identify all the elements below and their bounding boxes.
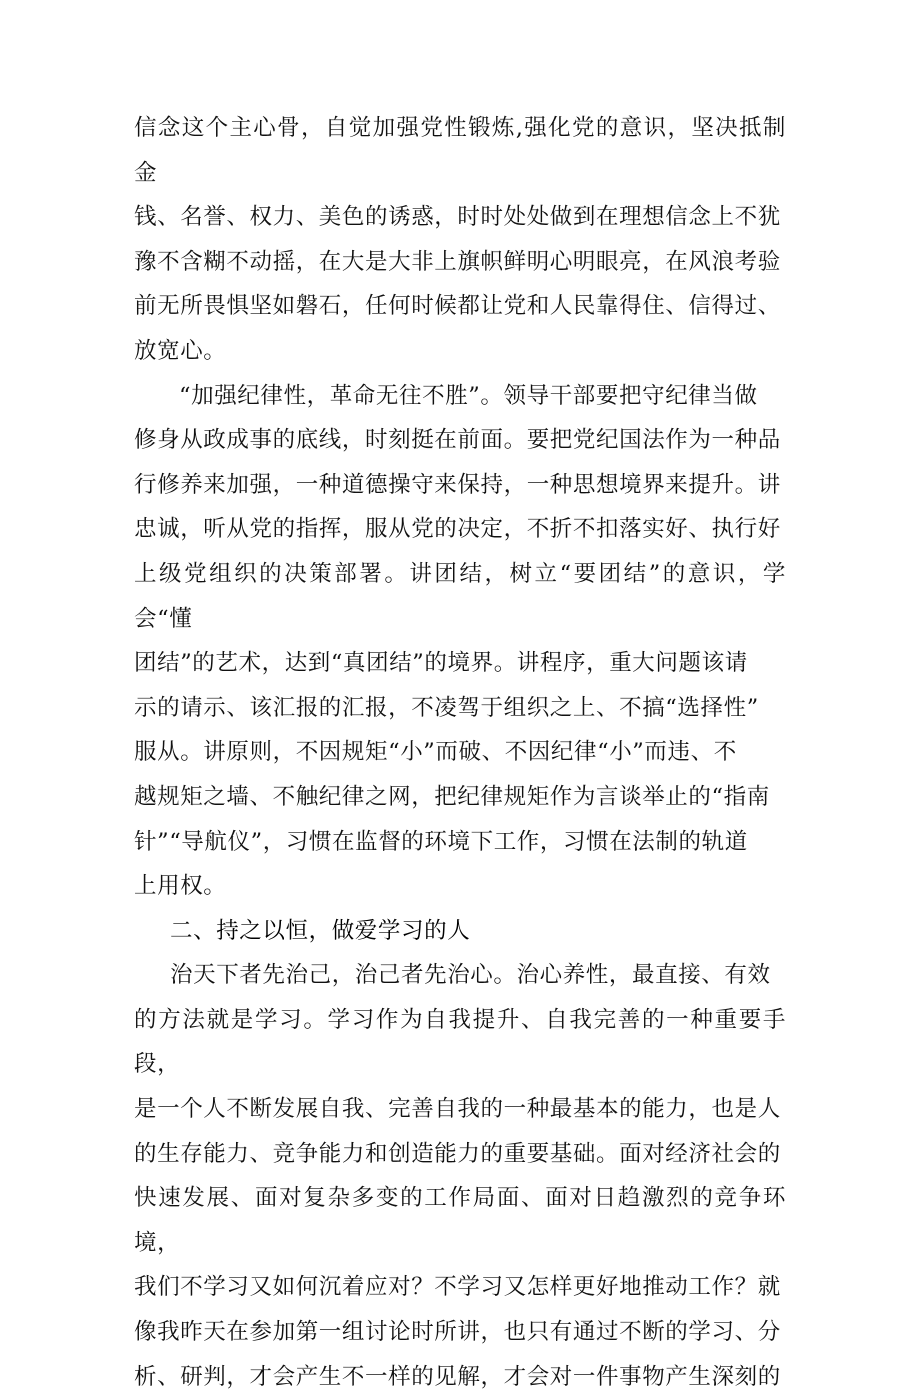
- text-line: 析、研判，才会产生不一样的见解，才会对一件事物产生深刻的: [134, 1363, 781, 1390]
- paragraph-continuation: [134, 106, 786, 374]
- text-line: 前无所畏惧坚如磐石，任何时候都让党和人民靠得住、信得过、: [134, 293, 781, 320]
- section-heading: [134, 909, 786, 954]
- text-line: 豫不含糊不动摇，在大是大非上旗帜鲜明心明眼亮，在风浪考验: [134, 248, 781, 275]
- text-line: 治天下者先治己，治己者先治心。治心养性，最直接、有效: [170, 962, 771, 989]
- text-line: 的方法就是学习。学习作为自我提升、自我完善的一种重要手段，: [134, 1006, 786, 1078]
- paragraph-discipline: [134, 374, 786, 909]
- text-line: 上级党组织的决策部署。讲团结，树立“要团结”的意识，学会“懂: [134, 560, 786, 632]
- text-line: 我们不学习又如何沉着应对？不学习又怎样更好地推动工作？就: [134, 1274, 781, 1301]
- text-line: 针”“导航仪”，习惯在监督的环境下工作，习惯在法制的轨道: [134, 828, 748, 855]
- text-line: 钱、名誉、权力、美色的诱惑，时时处处做到在理想信念上不犹: [134, 204, 781, 231]
- text-line: 越规矩之墙、不触纪律之网，把纪律规矩作为言谈举止的“指南: [134, 783, 770, 810]
- text-line: 忠诚，听从党的指挥，服从党的决定，不折不扣落实好、执行好: [134, 516, 781, 543]
- document-body: [134, 106, 786, 1399]
- text-line: 示的请示、该汇报的汇报，不凌驾于组织之上、不搞“选择性”: [134, 694, 759, 721]
- paragraph-learning: [134, 953, 786, 1399]
- text-line: 像我昨天在参加第一组讨论时所讲，也只有通过不断的学习、分: [134, 1319, 781, 1346]
- text-line: “加强纪律性，革命无往不胜”。领导干部要把守纪律当做: [179, 382, 758, 409]
- text-line: 上用权。: [134, 873, 227, 900]
- text-line: 是一个人不断发展自我、完善自我的一种最基本的能力，也是人: [134, 1096, 781, 1123]
- text-line: 的生存能力、竞争能力和创造能力的重要基础。面对经济社会的: [134, 1140, 781, 1167]
- heading-text: 二、持之以恒，做爱学习的人: [170, 917, 471, 944]
- text-line: 服从。讲原则，不因规矩“小”而破、不因纪律“小”而违、不: [134, 739, 737, 766]
- text-line: 信念这个主心骨，自觉加强党性锻炼,强化党的意识，坚决抵制金: [134, 115, 786, 186]
- text-line: 团结”的艺术，达到“真团结”的境界。讲程序，重大问题该请: [134, 650, 748, 677]
- text-line: 快速发展、面对复杂多变的工作局面、面对日趋激烈的竞争环境，: [134, 1185, 786, 1256]
- text-line: 修身从政成事的底线，时刻挺在前面。要把党纪国法作为一种品: [134, 427, 781, 454]
- text-line: 行修养来加强，一种道德操守来保持，一种思想境界来提升。讲: [134, 471, 781, 498]
- text-line: 放宽心。: [134, 337, 227, 364]
